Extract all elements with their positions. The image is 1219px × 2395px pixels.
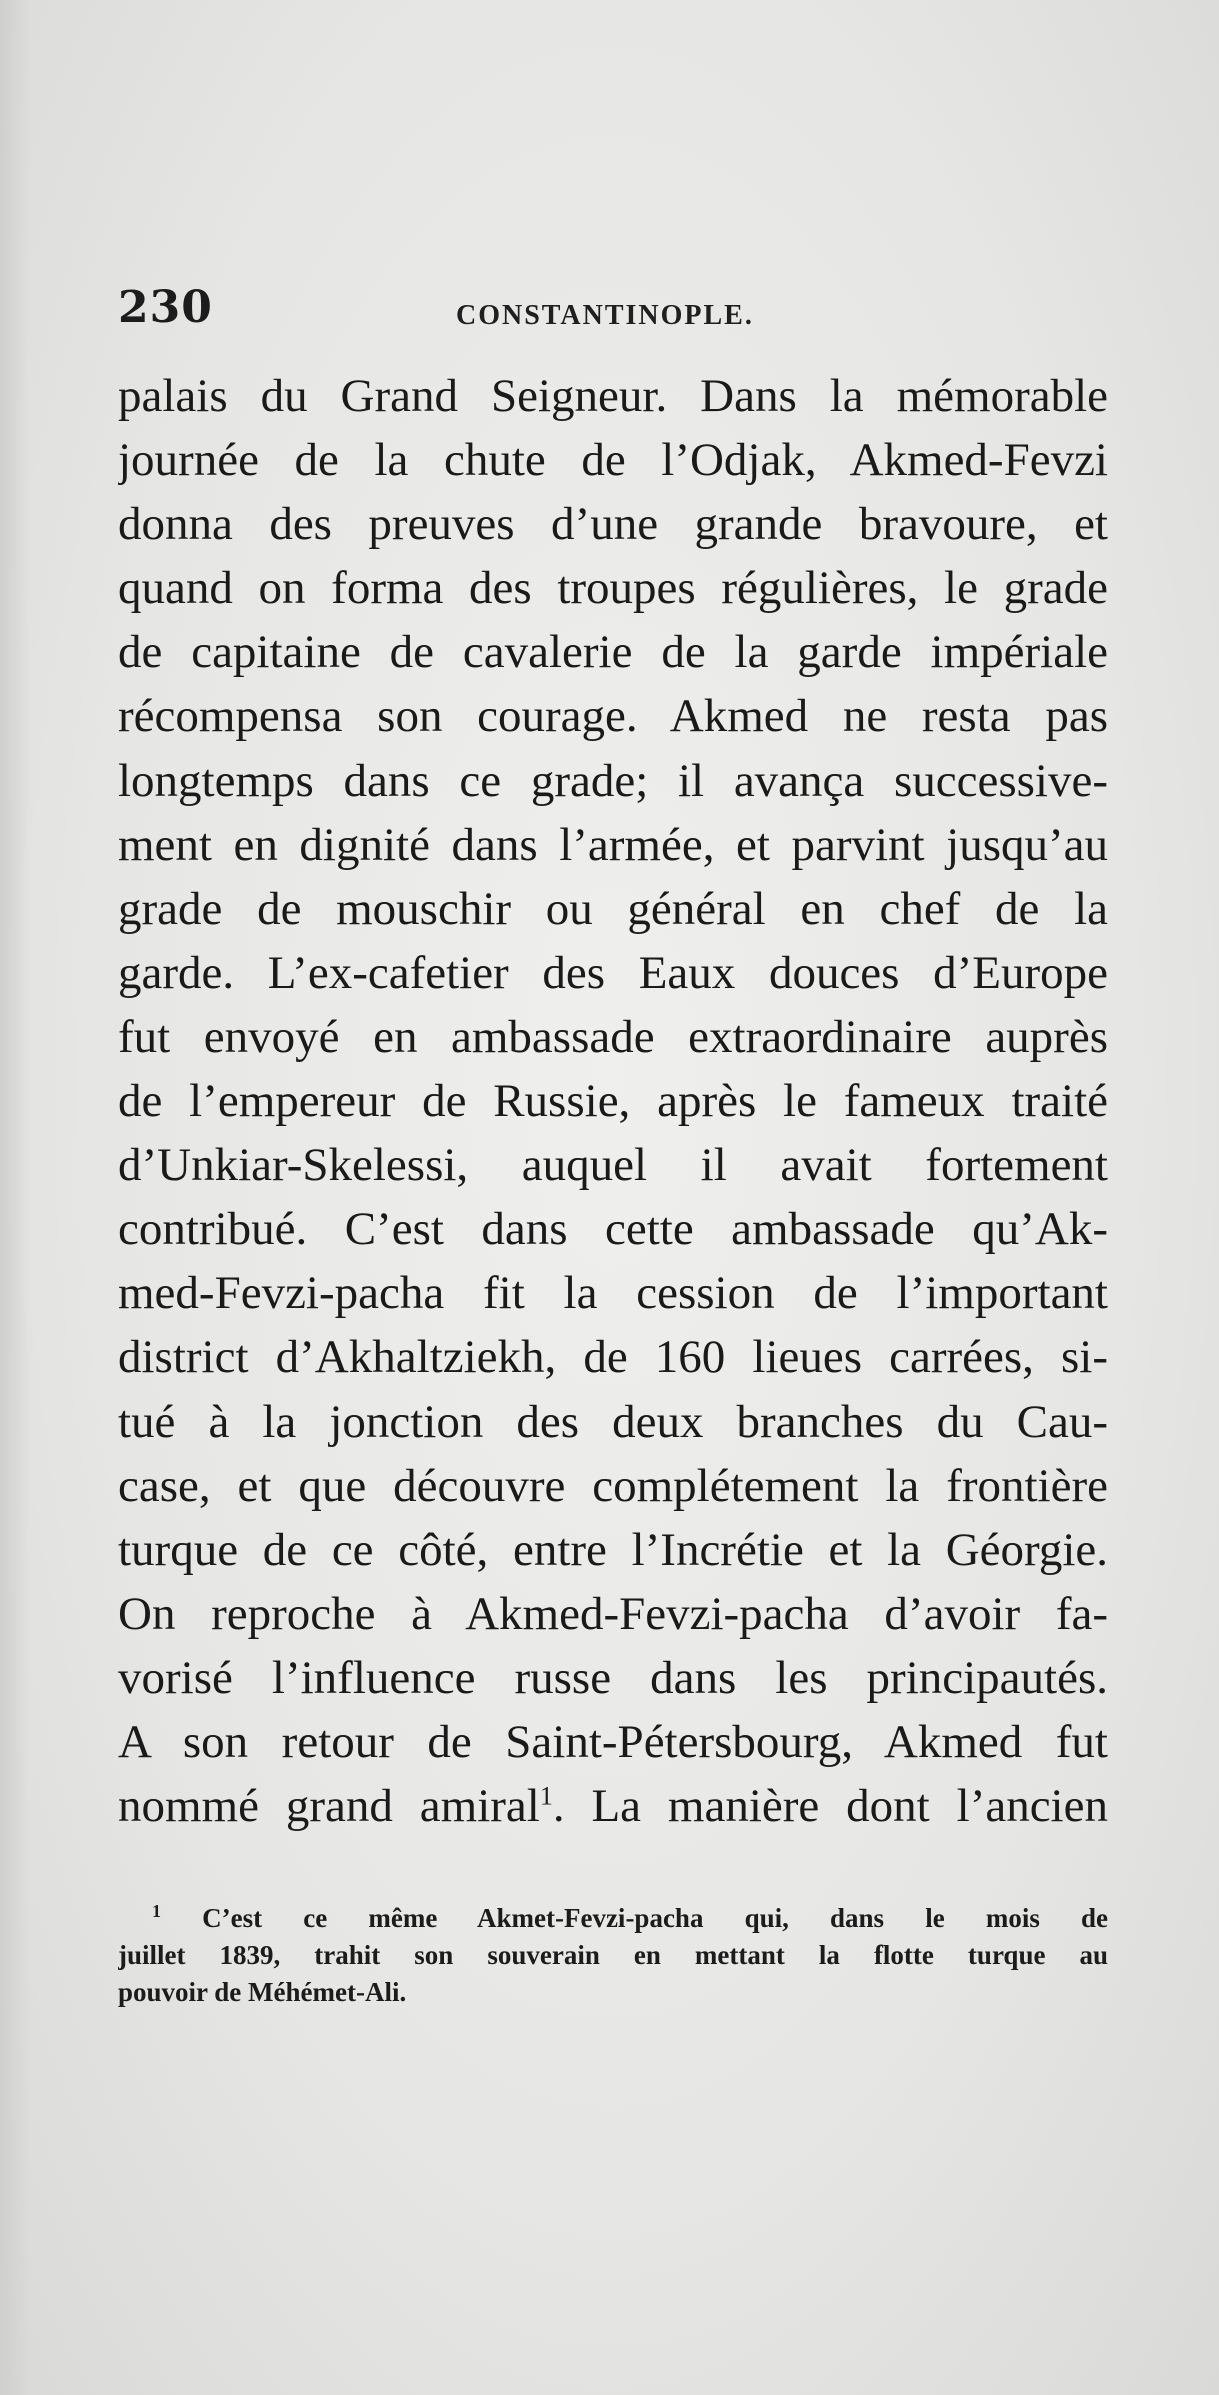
body-line: de l’empereur de Russie, après le fameux traité — [118, 1075, 1108, 1128]
body-line: vorisé l’influence russe dans les principautés. — [118, 1651, 1108, 1704]
body-line: d’Unkiar-Skelessi, auquel il avait fortement — [118, 1139, 1108, 1192]
footnote-line: juillet 1839, trahit son souverain en mettant la flotte turque au — [118, 1940, 1108, 1970]
page-number: 230 — [118, 282, 213, 333]
body-text — [118, 364, 1108, 1838]
footnote-mark: 1 — [152, 1901, 161, 1921]
running-title: CONSTANTINOPLE. — [456, 300, 754, 331]
body-line: garde. L’ex-cafetier des Eaux douces d’Europe — [118, 946, 1108, 999]
body-line: de capitaine de cavalerie de la garde impériale — [118, 626, 1108, 679]
body-line: On reproche à Akmed-Fevzi-pacha d’avoir fa- — [118, 1587, 1108, 1640]
body-line: district d’Akhaltziekh, de 160 lieues carrées, si- — [118, 1331, 1108, 1384]
footnote-line — [118, 1900, 1108, 1937]
body-line: case, et que découvre complétement la frontière — [118, 1459, 1108, 1512]
footnote — [118, 1900, 1108, 2011]
body-line: contribué. C’est dans cette ambassade qu’Ak- — [118, 1203, 1108, 1256]
body-line-text: nommé grand amiral — [118, 1780, 540, 1833]
body-line: fut envoyé en ambassade extraordinaire auprès — [118, 1010, 1108, 1063]
page-gutter-shadow — [0, 0, 30, 2395]
body-line-last — [118, 1774, 1108, 1838]
body-line: donna des preuves d’une grande bravoure, et — [118, 498, 1108, 551]
page-header — [118, 282, 1108, 342]
body-line-text: . La manière dont l’ancien — [552, 1780, 1108, 1833]
body-line: ment en dignité dans l’armée, et parvint jusqu’au — [118, 818, 1108, 871]
body-line: longtemps dans ce grade; il avança successive- — [118, 754, 1108, 807]
body-line: grade de mouschir ou général en chef de la — [118, 882, 1108, 935]
body-line: récompensa son courage. Akmed ne resta pas — [118, 690, 1108, 743]
body-line: journée de la chute de l’Odjak, Akmed-Fevzi — [118, 434, 1108, 487]
body-line: turque de ce côté, entre l’Incrétie et la Géorgie. — [118, 1523, 1108, 1576]
body-line: palais du Grand Seigneur. Dans la mémorable — [118, 370, 1108, 422]
footnote-reference: 1 — [539, 1781, 553, 1811]
footnote-line: pouvoir de Méhémet-Ali. — [118, 1977, 407, 2007]
body-line: med-Fevzi-pacha fit la cession de l’important — [118, 1267, 1108, 1320]
footnote-text: C’est ce même Akmet-Fevzi-pacha qui, dans le mois de — [202, 1903, 1108, 1933]
body-line: quand on forma des troupes régulières, le grade — [118, 562, 1108, 615]
body-line: tué à la jonction des deux branches du Cau- — [118, 1395, 1108, 1448]
body-line: A son retour de Saint-Pétersbourg, Akmed fut — [118, 1715, 1108, 1768]
